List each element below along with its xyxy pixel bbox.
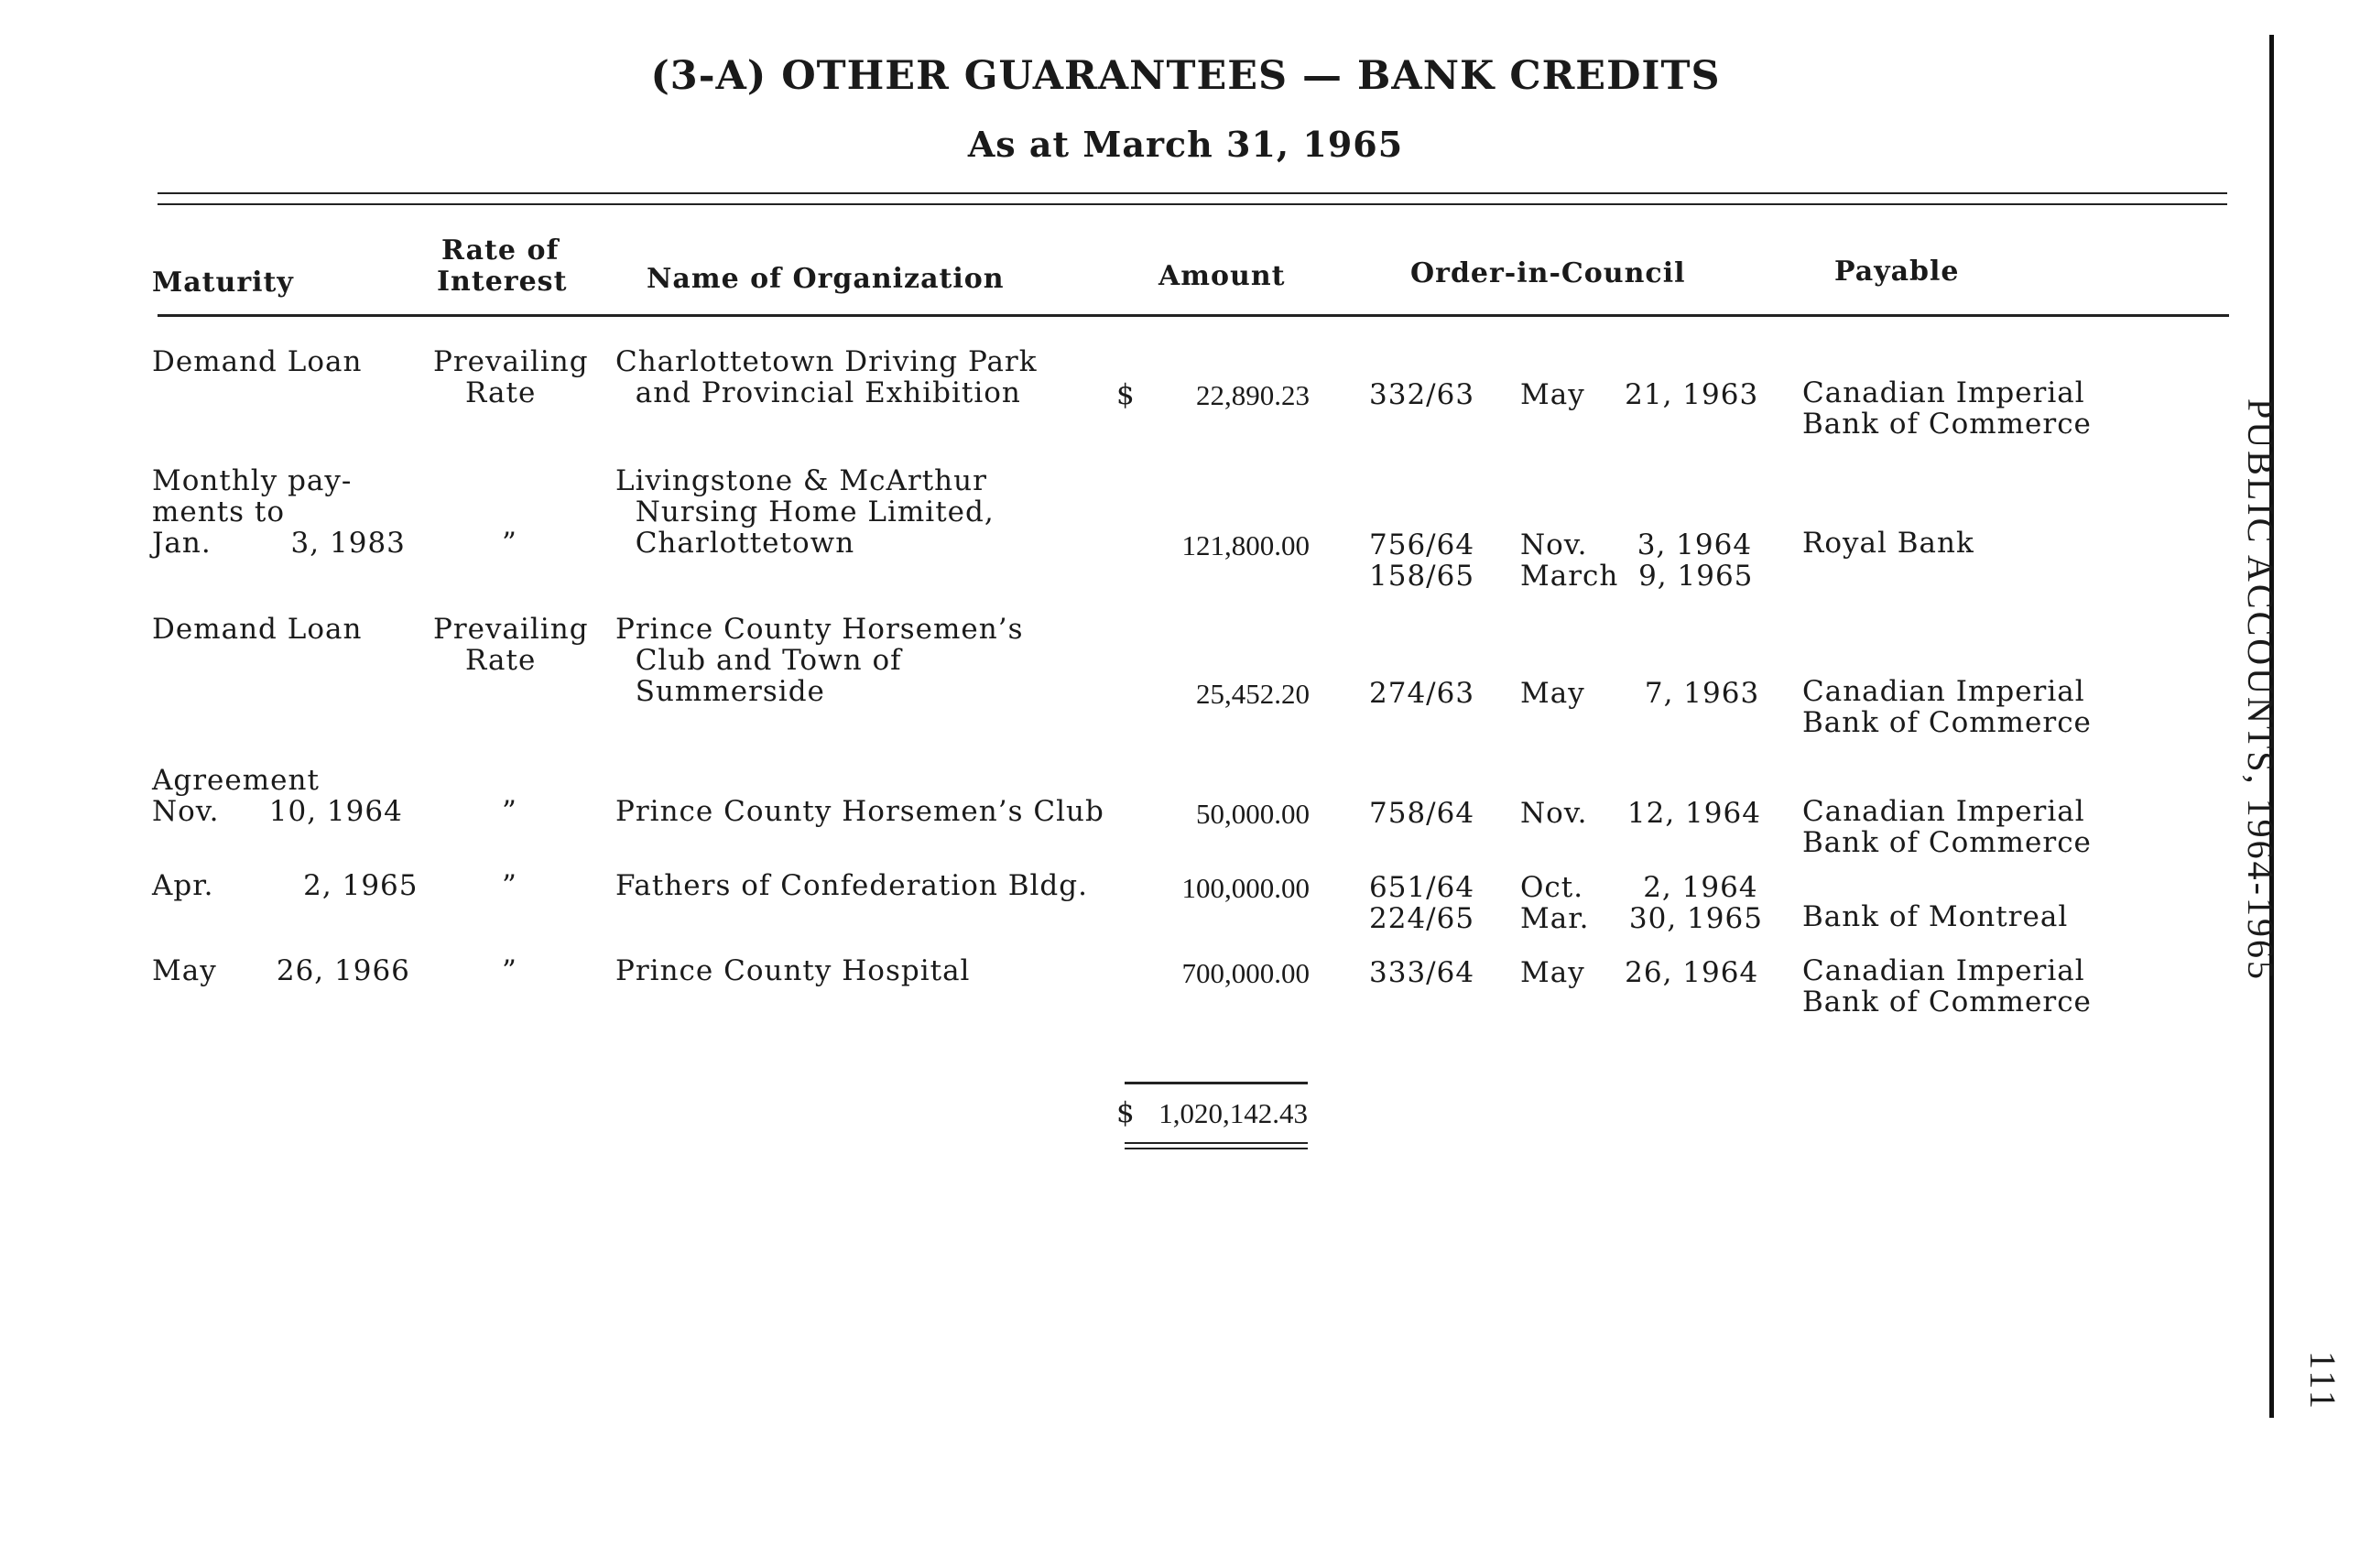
row-oic-number: 332/63 (1369, 378, 1475, 411)
header-maturity: Maturity (152, 267, 294, 299)
row-oic-number: 651/64 (1369, 871, 1475, 904)
row-maturity: Demand Loan (152, 613, 363, 646)
row-maturity: Jan. 3, 1983 (152, 527, 406, 560)
row-oic-number: 756/64 (1369, 528, 1475, 561)
row-rate: ” (502, 954, 517, 987)
row-oic-date: May 21, 1963 (1520, 378, 1759, 411)
row-maturity: Monthly pay- (152, 464, 353, 497)
total-amount: 1,020,142.43 (1158, 1097, 1308, 1129)
row-organization: Nursing Home Limited, (615, 495, 995, 528)
header-order-in-council: Order-in-Council (1410, 257, 1686, 289)
row-oic-date: Nov. 12, 1964 (1520, 797, 1761, 830)
total-rule-bottom-2 (1125, 1148, 1308, 1149)
header-rate-line2: Interest (437, 266, 568, 298)
page-number: 111 (2302, 1351, 2344, 1412)
row-rate: Prevailing (433, 613, 589, 646)
row-maturity: Demand Loan (152, 345, 363, 378)
row-maturity: May 26, 1966 (152, 954, 410, 987)
row-oic-number: 333/64 (1369, 956, 1475, 989)
row-payable: Canadian Imperial (1802, 954, 2085, 987)
page-subtitle: As at March 31, 1965 (967, 124, 1404, 165)
row-organization: Prince County Horsemen’s (615, 613, 1024, 646)
row-payable: Bank of Commerce (1802, 985, 2092, 1018)
row-payable: Bank of Montreal (1802, 900, 2069, 933)
row-oic-date: May 7, 1963 (1520, 677, 1760, 710)
side-label: PUBLIC ACCOUNTS, 1964-1965 (2240, 398, 2281, 982)
header-rule-top-2 (158, 203, 2227, 205)
row-amount: 121,800.00 (1181, 529, 1310, 561)
row-rate: Prevailing (433, 345, 589, 378)
header-payable: Payable (1834, 256, 1960, 288)
row-maturity: Apr. 2, 1965 (152, 869, 419, 902)
row-oic-date: May 26, 1964 (1520, 956, 1759, 989)
row-payable: Bank of Commerce (1802, 706, 2092, 739)
row-oic-date: Nov. 3, 1964 (1520, 528, 1753, 561)
header-rule-top-1 (158, 192, 2227, 194)
row-organization: Summerside (615, 675, 825, 708)
row-amount: 50,000.00 (1196, 798, 1310, 830)
row-oic-number: 274/63 (1369, 677, 1475, 710)
row-oic-date: Mar. 30, 1965 (1520, 902, 1763, 935)
row-maturity: Agreement (152, 764, 320, 797)
row-amount: 25,452.20 (1196, 678, 1310, 710)
row-payable: Canadian Imperial (1802, 376, 2085, 409)
row-amount: 700,000.00 (1181, 957, 1310, 989)
row-organization: Prince County Hospital (615, 954, 971, 987)
row-oic-date: March 9, 1965 (1520, 560, 1754, 593)
row-oic-number: 158/65 (1369, 560, 1475, 593)
row-rate: ” (502, 527, 517, 560)
total-rule-bottom-1 (1125, 1142, 1308, 1144)
row-organization: Livingstone & McArthur (615, 464, 987, 497)
row-oic-number: 224/65 (1369, 902, 1475, 935)
row-payable: Bank of Commerce (1802, 408, 2092, 441)
row-organization: Club and Town of (615, 644, 902, 677)
total-currency: $ (1116, 1096, 1136, 1129)
total-rule-top (1125, 1082, 1308, 1084)
row-rate: ” (502, 869, 517, 902)
row-rate: ” (502, 795, 517, 828)
row-amount: 100,000.00 (1181, 872, 1310, 904)
row-payable: Canadian Imperial (1802, 675, 2085, 708)
row-oic-number: 758/64 (1369, 797, 1475, 830)
header-rate-line1: Rate of (441, 234, 560, 267)
row-organization: Charlottetown (615, 527, 855, 560)
row-payable: Royal Bank (1802, 527, 1974, 560)
row-rate: Rate (465, 644, 537, 677)
row-organization: Charlottetown Driving Park (615, 345, 1038, 378)
row-payable: Bank of Commerce (1802, 826, 2092, 859)
header-amount: Amount (1158, 260, 1286, 292)
row-rate: Rate (465, 376, 537, 409)
row-organization: Fathers of Confederation Bldg. (615, 869, 1088, 902)
header-rule-bottom (158, 314, 2229, 317)
row-payable: Canadian Imperial (1802, 795, 2085, 828)
row-currency: $ (1116, 378, 1136, 411)
header-organization: Name of Organization (647, 263, 1005, 295)
row-organization: and Provincial Exhibition (615, 376, 1021, 409)
page-title: (3-A) OTHER GUARANTEES — BANK CREDITS (650, 53, 1721, 99)
row-maturity: Nov. 10, 1964 (152, 795, 403, 828)
row-organization: Prince County Horsemen’s Club (615, 795, 1104, 828)
row-amount: 22,890.23 (1196, 379, 1310, 411)
row-oic-date: Oct. 2, 1964 (1520, 871, 1758, 904)
row-maturity: ments to (152, 495, 286, 528)
